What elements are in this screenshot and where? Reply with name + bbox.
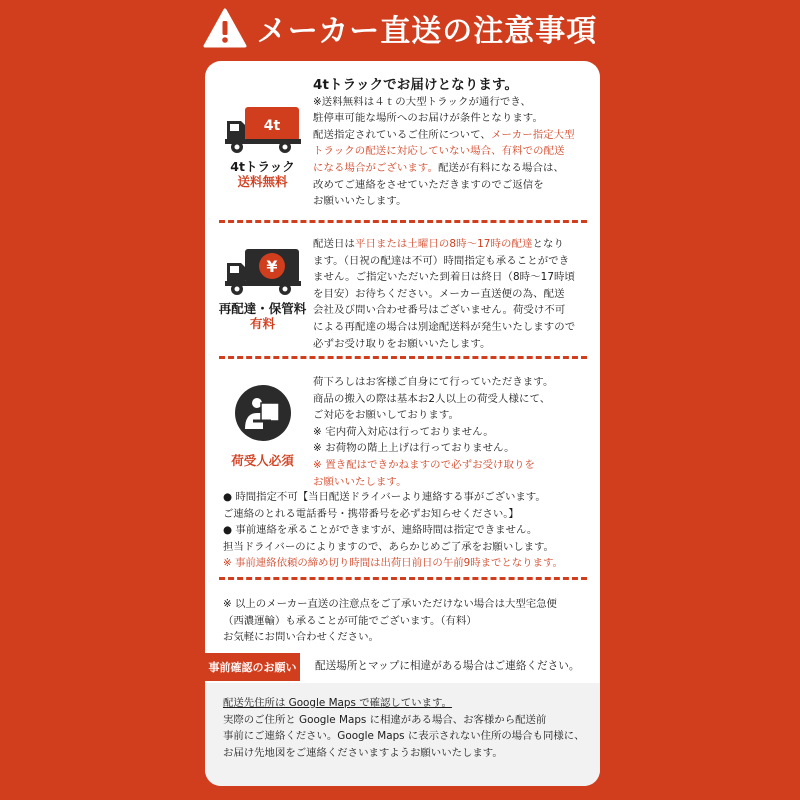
section-text bbox=[313, 77, 593, 210]
text-line: 駐停車可能な場所へのお届けが条件となります。 bbox=[313, 112, 543, 125]
truck-icon-block bbox=[215, 103, 310, 189]
section-text bbox=[313, 374, 593, 490]
notes-block bbox=[223, 489, 588, 572]
note-line: （西濃運輸）も承ることが可能でございます。（有料） bbox=[223, 614, 477, 627]
note-line: ※ 以上のメーカー直送の注意点をご了承いただけない場合は大型宅急便 bbox=[223, 598, 557, 610]
note-line: ● 時間指定不可【当日配送ドライバーより連絡する事がございます。 bbox=[223, 491, 546, 503]
text-line: 改めてご連絡をさせていただきますのでご返信を bbox=[313, 178, 544, 191]
maps-note-box bbox=[205, 683, 600, 786]
warning-triangle-icon bbox=[203, 8, 247, 48]
text-line: になる場合がございます。配送が有料になる場合は、 bbox=[313, 161, 564, 174]
header bbox=[0, 0, 800, 56]
maps-note bbox=[223, 695, 588, 761]
yen-label: ¥ bbox=[265, 257, 278, 276]
note-line: ● 事前連絡を承ることができますが、連絡時間は指定できません。 bbox=[223, 524, 538, 537]
dashed-divider bbox=[219, 356, 587, 359]
note-line: 実際のご住所と Google Maps に相違がある場合、お客様から配送前 bbox=[223, 713, 547, 726]
note-line: 担当ドライバーのによりますので、あらかじめご了承をお願いします。 bbox=[223, 540, 554, 553]
confirm-badge: 事前確認のお願い bbox=[205, 653, 300, 681]
notice-card bbox=[205, 61, 600, 786]
confirm-text: 配送場所とマップに相違がある場合はご連絡ください。 bbox=[315, 660, 580, 672]
icon-label: 4tトラック bbox=[230, 159, 295, 174]
section-text bbox=[313, 236, 593, 352]
truck-yen-icon bbox=[223, 245, 303, 297]
note-line: お届け先地図をご連絡くださいますようお願いいたします。 bbox=[223, 746, 503, 759]
text-line: ※送料無料は４ｔの大型トラックが通行でき、 bbox=[313, 95, 531, 108]
icon-label: 荷受人必須 bbox=[231, 453, 294, 468]
dashed-divider bbox=[219, 220, 587, 223]
page-title: メーカー直送の注意事項 bbox=[256, 14, 598, 49]
icon-label: 再配達・保管料 bbox=[218, 301, 307, 316]
package-receiver-icon bbox=[231, 383, 295, 443]
note-line: 配送先住所は Google Maps で確認しています。 bbox=[223, 697, 452, 709]
text-line: トラックの配送に対応していない場合、有料での配送 bbox=[313, 145, 565, 158]
text-line: ます。（日祝の配達は不可）時間指定も承ることができ bbox=[313, 254, 570, 267]
text-line: を目安）お待ちください。メーカー直送便の為、配送 bbox=[313, 287, 565, 300]
text-line: お願いいたします。 bbox=[313, 475, 407, 488]
text-line: お願いいたします。 bbox=[313, 195, 407, 208]
note-line: ご連絡のとれる電話番号・携帯番号を必ずお知らせください。】 bbox=[223, 507, 519, 520]
footer-note bbox=[223, 596, 588, 646]
text-line: による再配達の場合は別途配送料が発生いたしますので bbox=[313, 320, 576, 333]
note-line: お気軽にお問い合わせください。 bbox=[223, 631, 379, 644]
icon-sub: 有料 bbox=[249, 316, 275, 331]
text-line: 必ずお受け取りをお願いいたします。 bbox=[313, 337, 491, 350]
note-line: ※ 事前連絡依頼の締め切り時間は出荷日前日の午前9時までとなります。 bbox=[223, 557, 563, 570]
text-line: 会社及び問い合わせ番号はございません。荷受け不可 bbox=[313, 304, 566, 317]
truck-label: 4t bbox=[263, 118, 280, 134]
text-line: ません。ご指定いただいた到着日は終日（8時〜17時頃 bbox=[313, 271, 576, 284]
receiver-icon-block bbox=[215, 383, 310, 468]
section-heading: 4tトラックでお届けとなります。 bbox=[313, 77, 519, 93]
text-line: ※ 宅内荷入対応は行っておりません。 bbox=[313, 425, 494, 438]
text-line: 配送指定されているご住所について、メーカー指定大型 bbox=[313, 128, 575, 141]
text-line: ※ お荷物の階上上げは行っておりません。 bbox=[313, 442, 515, 455]
text-line: 商品の搬入の際は基本お2人以上の荷受人様にて、 bbox=[313, 392, 551, 405]
truck-icon bbox=[223, 103, 303, 155]
truck-yen-icon-block bbox=[215, 245, 310, 331]
text-line: 荷下ろしはお客様ご自身にて行っていただきます。 bbox=[313, 376, 554, 388]
text-line: ご対応をお願いしております。 bbox=[313, 409, 460, 422]
text-line: ※ 置き配はできかねますので必ずお受け取りを bbox=[313, 458, 536, 471]
text-line: 配送日は平日または土曜日の8時〜17時の配達となり bbox=[313, 238, 564, 250]
dashed-divider bbox=[219, 577, 587, 580]
icon-sub: 送料無料 bbox=[237, 174, 288, 189]
note-line: 事前にご連絡ください。Google Maps に表示されない住所の場合も同様に、 bbox=[223, 730, 585, 743]
